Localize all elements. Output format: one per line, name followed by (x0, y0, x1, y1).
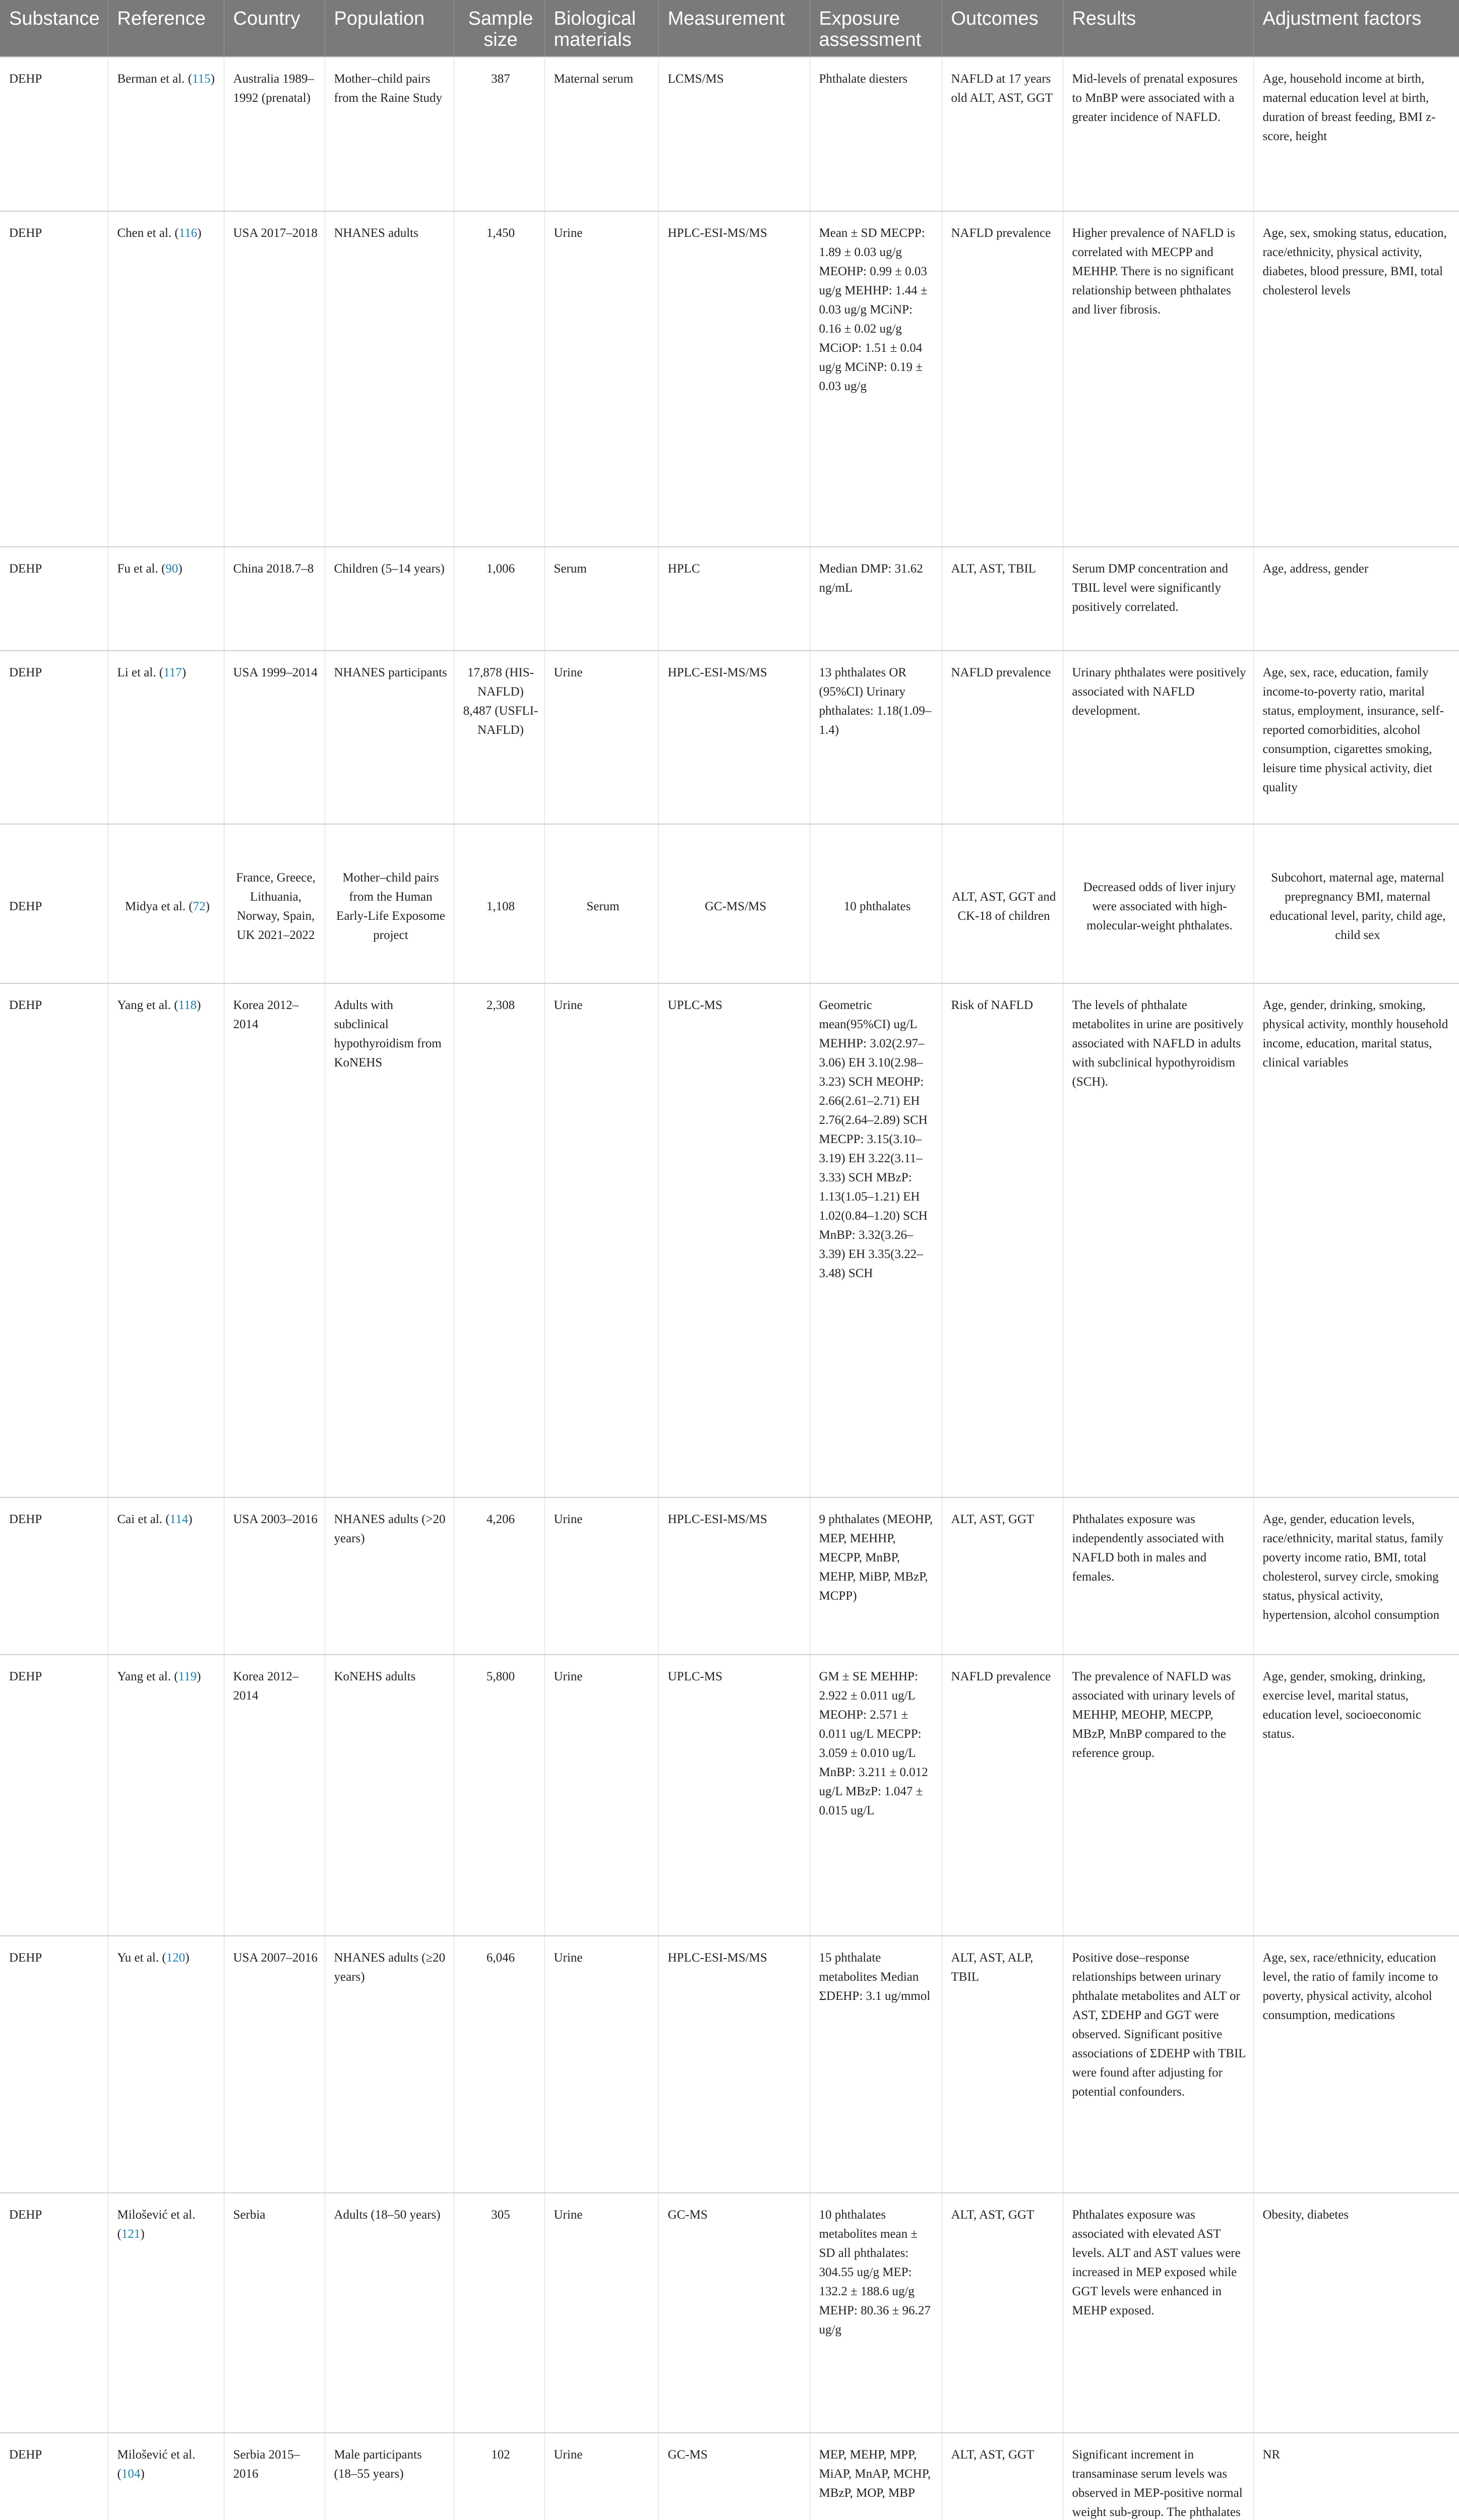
reference-text: Berman et al. ( (117, 72, 193, 86)
cell-results: Urinary phthalates were positively associated with NAFLD development. (1063, 651, 1253, 824)
cell-measurement: GC-MS (658, 2193, 810, 2433)
cell-biological-material: Urine (544, 1936, 658, 2193)
table-row (0, 2193, 1459, 2433)
cell-substance: DEHP (0, 1655, 108, 1936)
cell-adjustment: Age, gender, smoking, drinking, exercise level, marital status, education level, socioeconomic status. (1253, 1655, 1459, 1936)
cell-reference (108, 57, 224, 211)
cell-country: China 2018.7–8 (224, 547, 325, 651)
cell-sample-size: 4,206 (454, 1497, 544, 1655)
cell-results: The levels of phthalate metabolites in urine are positively associated with NAFLD in adults with subclinical hypothyroidism (SCH). (1063, 983, 1253, 1497)
reference-link[interactable]: 119 (178, 1670, 197, 1683)
header-substance: Substance (0, 0, 108, 57)
cell-country: Serbia 2015–2016 (224, 2433, 325, 2520)
cell-outcomes: ALT, AST, GGT (942, 2433, 1063, 2520)
header-population: Population (325, 0, 454, 57)
header-outcomes: Outcomes (942, 0, 1063, 57)
cell-reference (108, 983, 224, 1497)
cell-population: Mother–child pairs from the Human Early-Life Exposome project (325, 824, 454, 983)
cell-exposure-assessment: 13 phthalates OR (95%CI) Urinary phthalates: 1.18(1.09–1.4) (810, 651, 942, 824)
cell-population: Adults with subclinical hypothyroidism from KoNEHS (325, 983, 454, 1497)
reference-text: Milošević et al. ( (117, 2448, 196, 2481)
reference-link[interactable]: 118 (178, 998, 197, 1012)
cell-adjustment: Subcohort, maternal age, maternal prepregnancy BMI, maternal educational level, parity, child age, child sex (1253, 824, 1459, 983)
table-row (0, 2433, 1459, 2520)
table-row (0, 211, 1459, 547)
cell-population: Male participants (18–55 years) (325, 2433, 454, 2520)
cell-sample-size: 1,450 (454, 211, 544, 547)
cell-biological-material: Urine (544, 1655, 658, 1936)
cell-results: Decreased odds of liver injury were associated with high-molecular-weight phthalates. (1063, 824, 1253, 983)
cell-outcomes: ALT, AST, ALP, TBIL (942, 1936, 1063, 2193)
cell-population: NHANES participants (325, 651, 454, 824)
reference-text: Fu et al. ( (117, 562, 166, 576)
reference-text: Chen et al. ( (117, 226, 179, 240)
cell-adjustment: Age, sex, smoking status, education, race/ethnicity, physical activity, diabetes, blood pressure, BMI, total cholesterol levels (1253, 211, 1459, 547)
cell-exposure-assessment: Mean ± SD MECPP: 1.89 ± 0.03 ug/g MEOHP: 0.99 ± 0.03 ug/g MEHHP: 1.44 ± 0.03 ug/g MCiNP: 0.16 ± 0.02 ug/g MCiOP: 1.51 ± 0.04 ug/g MCiNP: 0.19 ± 0.03 ug/g (810, 211, 942, 547)
cell-country: France, Greece, Lithuania, Norway, Spain, UK 2021–2022 (224, 824, 325, 983)
cell-results: Serum DMP concentration and TBIL level were significantly positively correlated. (1063, 547, 1253, 651)
header-results: Results (1063, 0, 1253, 57)
cell-country: USA 2003–2016 (224, 1497, 325, 1655)
table-row (0, 651, 1459, 824)
cell-sample-size: 1,108 (454, 824, 544, 983)
table-row (0, 824, 1459, 983)
cell-outcomes: ALT, AST, GGT (942, 1497, 1063, 1655)
cell-results: The prevalence of NAFLD was associated with urinary levels of MEHHP, MEOHP, MECPP, MBzP, MnBP compared to the reference group. (1063, 1655, 1253, 1936)
header-biological-materials: Biological materials (544, 0, 658, 57)
cell-country: USA 1999–2014 (224, 651, 325, 824)
cell-measurement: UPLC-MS (658, 1655, 810, 1936)
cell-reference (108, 1497, 224, 1655)
reference-link[interactable]: 72 (193, 900, 206, 913)
table-row (0, 57, 1459, 211)
cell-reference (108, 2193, 224, 2433)
cell-adjustment: Age, gender, drinking, smoking, physical activity, monthly household income, education, marital status, clinical variables (1253, 983, 1459, 1497)
reference-link[interactable]: 115 (192, 72, 211, 86)
cell-reference (108, 824, 224, 983)
cell-results: Phthalates exposure was independently associated with NAFLD both in males and females. (1063, 1497, 1253, 1655)
cell-reference (108, 211, 224, 547)
reference-text: Li et al. ( (117, 666, 164, 679)
reference-close: ) (178, 562, 183, 576)
cell-country: Serbia (224, 2193, 325, 2433)
cell-results: Mid-levels of prenatal exposures to MnBP were associated with a greater incidence of NAFLD. (1063, 57, 1253, 211)
cell-adjustment: NR (1253, 2433, 1459, 2520)
cell-substance: DEHP (0, 1497, 108, 1655)
cell-measurement: LCMS/MS (658, 57, 810, 211)
reference-close: ) (205, 900, 210, 913)
cell-population: Children (5–14 years) (325, 547, 454, 651)
cell-outcomes: Risk of NAFLD (942, 983, 1063, 1497)
cell-sample-size: 2,308 (454, 983, 544, 1497)
cell-sample-size: 6,046 (454, 1936, 544, 2193)
cell-outcomes: NAFLD prevalence (942, 651, 1063, 824)
cell-measurement: HPLC-ESI-MS/MS (658, 651, 810, 824)
cell-sample-size: 5,800 (454, 1655, 544, 1936)
cell-population: NHANES adults (>20 years) (325, 1497, 454, 1655)
reference-link[interactable]: 114 (169, 1513, 189, 1526)
cell-adjustment: Age, gender, education levels, race/ethnicity, marital status, family poverty income ratio, BMI, total cholesterol, survey circle, smoking status, physical activity, hypertension, alcohol consumption (1253, 1497, 1459, 1655)
cell-biological-material: Urine (544, 651, 658, 824)
cell-measurement: HPLC (658, 547, 810, 651)
cell-outcomes: NAFLD prevalence (942, 1655, 1063, 1936)
cell-exposure-assessment: Median DMP: 31.62 ng/mL (810, 547, 942, 651)
reference-close: ) (188, 1513, 193, 1526)
cell-outcomes: NAFLD prevalence (942, 211, 1063, 547)
cell-sample-size: 17,878 (HIS-NAFLD) 8,487 (USFLI-NAFLD) (454, 651, 544, 824)
cell-biological-material: Serum (544, 824, 658, 983)
cell-outcomes: ALT, AST, TBIL (942, 547, 1063, 651)
reference-link[interactable]: 121 (121, 2227, 141, 2241)
cell-measurement: UPLC-MS (658, 983, 810, 1497)
cell-measurement: GC-MS (658, 2433, 810, 2520)
cell-substance: DEHP (0, 651, 108, 824)
cell-substance: DEHP (0, 824, 108, 983)
cell-biological-material: Urine (544, 983, 658, 1497)
cell-sample-size: 102 (454, 2433, 544, 2520)
table-header (0, 0, 1459, 57)
cell-country: Korea 2012–2014 (224, 983, 325, 1497)
reference-link[interactable]: 104 (121, 2467, 141, 2481)
header-reference: Reference (108, 0, 224, 57)
reference-text: Yang et al. ( (117, 1670, 178, 1683)
cell-sample-size: 305 (454, 2193, 544, 2433)
reference-link[interactable]: 116 (178, 226, 198, 240)
cell-adjustment: Age, sex, race, education, family income-to-poverty ratio, marital status, employment, insurance, self-reported comorbidities, alcohol consumption, cigarettes smoking, leisure time physical activity, diet quality (1253, 651, 1459, 824)
reference-text: Yang et al. ( (117, 998, 178, 1012)
header-sample-size: Sample size (454, 0, 544, 57)
cell-adjustment: Obesity, diabetes (1253, 2193, 1459, 2433)
cell-population: KoNEHS adults (325, 1655, 454, 1936)
cell-reference (108, 2433, 224, 2520)
cell-results: Higher prevalence of NAFLD is correlated with MECPP and MEHHP. There is no significant relationship between phthalates and liver fibrosis. (1063, 211, 1253, 547)
cell-substance: DEHP (0, 2433, 108, 2520)
cell-population: NHANES adults (325, 211, 454, 547)
reference-close: ) (210, 72, 215, 86)
reference-close: ) (140, 2467, 145, 2481)
cell-population: Adults (18–50 years) (325, 2193, 454, 2433)
cell-adjustment: Age, household income at birth, maternal education level at birth, duration of breast feeding, BMI z-score, height (1253, 57, 1459, 211)
cell-exposure-assessment: 10 phthalates metabolites mean ± SD all phthalates: 304.55 ug/g MEP: 132.2 ± 188.6 ug/g MEHP: 80.36 ± 96.27 ug/g (810, 2193, 942, 2433)
cell-exposure-assessment: Geometric mean(95%CI) ug/L MEHHP: 3.02(2.97–3.06) EH 3.10(2.98–3.23) SCH MEOHP: 2.66(2.61–2.71) EH 2.76(2.64–2.89) SCH MECPP: 3.15(3.10–3.19) EH 3.22(3.11–3.33) SCH MBzP: 1.13(1.05–1.21) EH 1.02(0.84–1.20) SCH MnBP: 3.32(3.26–3.39) EH 3.35(3.22–3.48) SCH (810, 983, 942, 1497)
cell-biological-material: Serum (544, 547, 658, 651)
cell-results: Phthalates exposure was associated with elevated AST levels. ALT and AST values were increased in MEP exposed while GGT levels were enhanced in MEHP exposed. (1063, 2193, 1253, 2433)
reference-text: Milošević et al. ( (117, 2208, 196, 2241)
cell-sample-size: 387 (454, 57, 544, 211)
cell-biological-material: Urine (544, 1497, 658, 1655)
cell-exposure-assessment: 10 phthalates (810, 824, 942, 983)
cell-outcomes: ALT, AST, GGT and CK-18 of children (942, 824, 1063, 983)
cell-measurement: HPLC-ESI-MS/MS (658, 211, 810, 547)
table-row (0, 1497, 1459, 1655)
cell-population: Mother–child pairs from the Raine Study (325, 57, 454, 211)
table-row (0, 983, 1459, 1497)
cell-measurement: GC-MS/MS (658, 824, 810, 983)
cell-biological-material: Maternal serum (544, 57, 658, 211)
cell-adjustment: Age, sex, race/ethnicity, education level, the ratio of family income to poverty, physical activity, alcohol consumption, medications (1253, 1936, 1459, 2193)
cell-outcomes: NAFLD at 17 years old ALT, AST, GGT (942, 57, 1063, 211)
cell-measurement: HPLC-ESI-MS/MS (658, 1497, 810, 1655)
cell-exposure-assessment: 9 phthalates (MEOHP, MEP, MEHHP, MECPP, MnBP, MEHP, MiBP, MBzP, MCPP) (810, 1497, 942, 1655)
reference-close: ) (185, 1951, 190, 1965)
cell-exposure-assessment: Phthalate diesters (810, 57, 942, 211)
reference-link[interactable]: 90 (165, 562, 178, 576)
reference-close: ) (140, 2227, 145, 2241)
reference-close: ) (197, 226, 202, 240)
cell-reference (108, 651, 224, 824)
table-row (0, 547, 1459, 651)
cell-substance: DEHP (0, 2193, 108, 2433)
cell-reference (108, 1655, 224, 1936)
table-row (0, 1655, 1459, 1936)
header-exposure-assessment: Exposure assessment (810, 0, 942, 57)
reference-close: ) (197, 1670, 201, 1683)
cell-country: USA 2007–2016 (224, 1936, 325, 2193)
cell-reference (108, 1936, 224, 2193)
reference-close: ) (181, 666, 187, 679)
header-adjustment-factors: Adjustment factors (1253, 0, 1459, 57)
reference-link[interactable]: 120 (166, 1951, 186, 1965)
cell-country: Australia 1989–1992 (prenatal) (224, 57, 325, 211)
cell-country: Korea 2012–2014 (224, 1655, 325, 1936)
cell-results: Positive dose–response relationships between urinary phthalate metabolites and ALT or AST, ΣDEHP and GGT were observed. Significant positive associations of ΣDEHP with TBIL were found after adjusting for potential confounders. (1063, 1936, 1253, 2193)
cell-exposure-assessment: 15 phthalate metabolites Median ΣDEHP: 3.1 ug/mmol (810, 1936, 942, 2193)
reference-text: Cai et al. ( (117, 1513, 170, 1526)
cell-substance: DEHP (0, 57, 108, 211)
reference-text: Yu et al. ( (117, 1951, 166, 1965)
cell-substance: DEHP (0, 547, 108, 651)
header-measurement: Measurement (658, 0, 810, 57)
cell-population: NHANES adults (≥20 years) (325, 1936, 454, 2193)
cell-biological-material: Urine (544, 2433, 658, 2520)
cell-outcomes: ALT, AST, GGT (942, 2193, 1063, 2433)
cell-country: USA 2017–2018 (224, 211, 325, 547)
cell-exposure-assessment: GM ± SE MEHHP: 2.922 ± 0.011 ug/L MEOHP: 2.571 ± 0.011 ug/L MECPP: 3.059 ± 0.010 ug/L MnBP: 3.211 ± 0.012 ug/L MBzP: 1.047 ± 0.015 ug/L (810, 1655, 942, 1936)
cell-sample-size: 1,006 (454, 547, 544, 651)
table-body (0, 57, 1459, 2520)
cell-exposure-assessment: MEP, MEHP, MPP, MiAP, MnAP, MCHP, MBzP, MOP, MBP (810, 2433, 942, 2520)
cell-measurement: HPLC-ESI-MS/MS (658, 1936, 810, 2193)
cell-biological-material: Urine (544, 211, 658, 547)
reference-close: ) (197, 998, 201, 1012)
cell-adjustment: Age, address, gender (1253, 547, 1459, 651)
cell-results: Significant increment in transaminase serum levels was observed in MEP-positive normal weight sub-group. The phthalates (1063, 2433, 1253, 2520)
table-row (0, 1936, 1459, 2193)
cell-reference (108, 547, 224, 651)
cell-substance: DEHP (0, 211, 108, 547)
cell-substance: DEHP (0, 983, 108, 1497)
cell-biological-material: Urine (544, 2193, 658, 2433)
reference-link[interactable]: 117 (163, 666, 182, 679)
cell-substance: DEHP (0, 1936, 108, 2193)
header-country: Country (224, 0, 325, 57)
reference-text: Midya et al. ( (125, 900, 193, 913)
